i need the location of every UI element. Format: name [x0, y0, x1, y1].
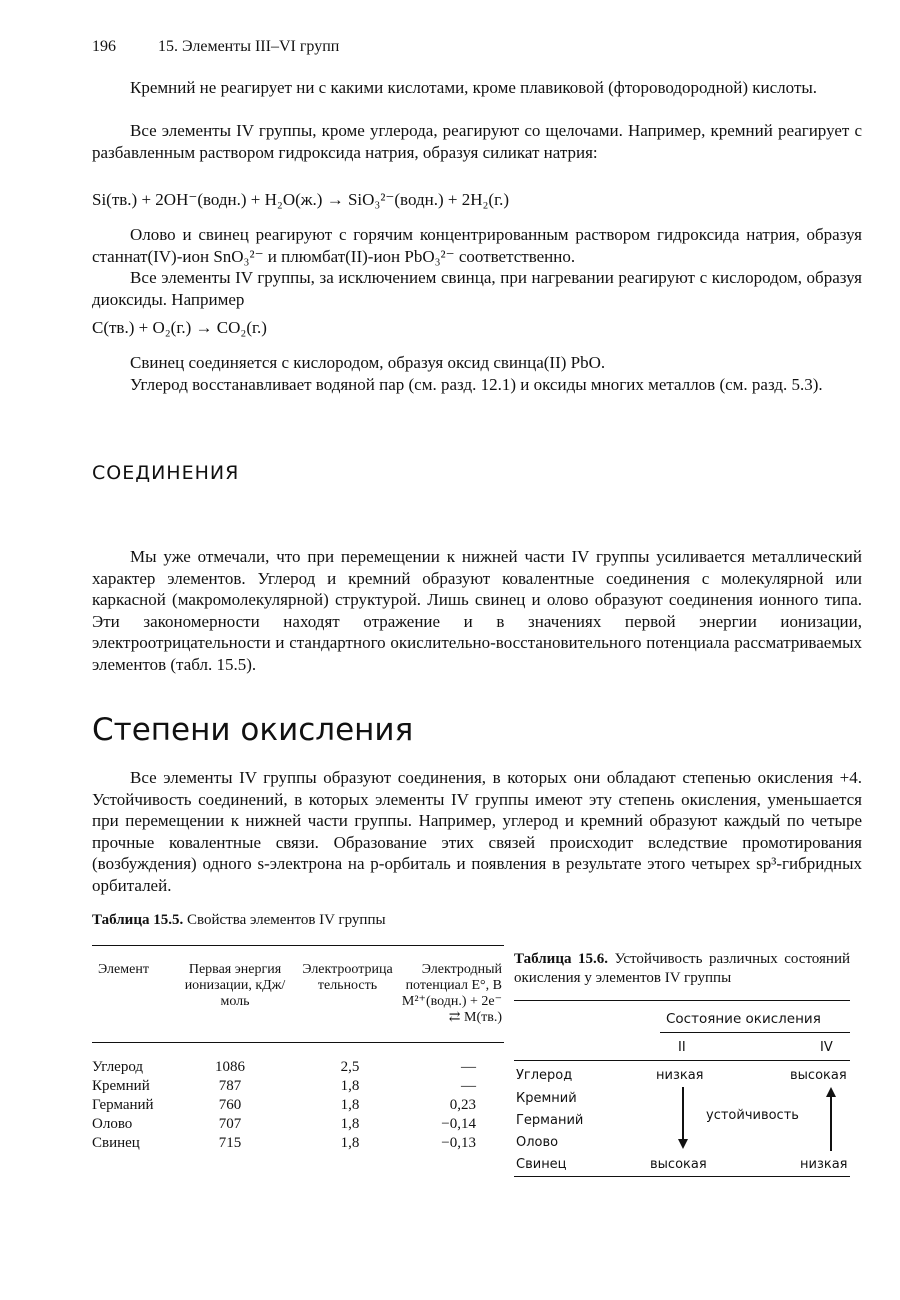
table-15-5-caption [92, 912, 386, 929]
table-row [92, 1059, 143, 1076]
table-row [92, 1135, 140, 1152]
paragraph-4: Все элементы IV группы, за исключением свинца, при нагревании реагируют с кислородом, образуя диоксиды. Например [92, 268, 862, 309]
table-15-6-caption [514, 950, 850, 988]
table-15-5-header-rule [92, 1042, 504, 1043]
table-15-6-bottom-right: низкая [800, 1157, 848, 1172]
running-title: 15. Элементы III–VI групп [158, 38, 340, 55]
table-15-5-header-element: Элемент [98, 962, 149, 977]
table-cell-element: Углерод [92, 1059, 144, 1075]
table-15-6-bottom-left: высокая [650, 1157, 707, 1172]
table-15-5-header-energy: Первая энергия ионизации, кДж/моль [184, 962, 286, 1009]
table-row [92, 1078, 150, 1095]
table-15-6-element: Олово [516, 1135, 559, 1150]
section-heading-oxidation-states: Степени окисления [92, 712, 414, 748]
table-15-6-header-rule [514, 1060, 850, 1061]
table-cell-energy: 760 [218, 1097, 242, 1113]
table-15-6-element: Германий [516, 1113, 584, 1128]
table-cell-element: Германий [92, 1097, 154, 1113]
table-cell-element: Кремний [92, 1078, 150, 1094]
table-15-6-element: Свинец [516, 1157, 567, 1172]
table-cell-element: Олово [92, 1116, 133, 1132]
paragraph-2: Все элементы IV группы, кроме углерода, реагируют со щелочами. Например, кремний реагирует с разбавленным раствором гидроксида натрия, образуя силикат натрия: [92, 121, 862, 162]
table-cell-potential: — [461, 1059, 476, 1075]
section-heading-compounds: СОЕДИНЕНИЯ [92, 462, 240, 484]
table-cell-en: 1,8 [340, 1078, 360, 1094]
table-cell-potential: 0,23 [449, 1097, 476, 1113]
table-cell-energy: 707 [218, 1116, 242, 1132]
table-cell-en: 1,8 [340, 1135, 360, 1151]
table-15-6-label: Таблица 15.6. [514, 951, 609, 967]
table-15-6-state-iv: IV [820, 1040, 833, 1055]
table-15-6-element: Кремний [516, 1091, 577, 1106]
paragraph-6: Углерод восстанавливает водяной пар (см. разд. 12.1) и оксиды многих металлов (см. разд. 5.3). [130, 375, 823, 394]
up-arrow-icon [826, 1087, 836, 1151]
table-cell-en: 2,5 [340, 1059, 360, 1075]
page-number: 196 [92, 38, 116, 55]
table-cell-potential: — [461, 1078, 476, 1094]
table-15-5-label: Таблица 15.5. [92, 912, 184, 928]
equation-1: Si(тв.) + 2OH⁻(водн.) + H₂O(ж.) → SiO₃²⁻(водн.) + 2H₂(г.) [92, 190, 510, 209]
paragraph-8: Все элементы IV группы образуют соединения, в которых они обладают степенью окисления +4. Устойчивость соединений, в которых элементы IV группы имеют эту степень окисления, уменьшается при перемещении к нижней части группы. Например, углерод и кремний образуют каждый по четыре прочные ковалентные связи. Образование этих связей происходит вследствие промотирования (возбуждения) одного s-электрона на p-орбиталь и появления в результате этого четырех sp³-гибридных орбиталей. [92, 768, 862, 895]
table-cell-en: 1,8 [340, 1097, 360, 1113]
table-15-6-top-rule [514, 1000, 850, 1001]
table-15-6-element: Углерод [516, 1068, 573, 1083]
table-15-6-group-header: Состояние окисления [666, 1011, 821, 1027]
table-row [92, 1097, 154, 1114]
table-15-6-group-rule [660, 1032, 850, 1033]
table-15-5-header-potential: Электродный потенциал E°, В M²⁺(водн.) + 2e⁻ ⇄ M(тв.) [401, 962, 502, 1025]
table-cell-potential: −0,14 [441, 1116, 476, 1132]
table-15-5-title: Свойства элементов IV группы [186, 912, 386, 928]
table-cell-energy: 787 [218, 1078, 242, 1094]
table-cell-energy: 715 [218, 1135, 242, 1151]
table-row [92, 1116, 132, 1133]
table-15-5-header-en: Электроотрицательность [302, 962, 393, 993]
paragraph-5: Свинец соединяется с кислородом, образуя оксид свинца(II) PbO. [130, 353, 606, 372]
table-cell-energy: 1086 [215, 1059, 245, 1075]
equation-2: C(тв.) + O₂(г.) → CO₂(г.) [92, 318, 267, 337]
table-cell-element: Свинец [92, 1135, 140, 1151]
down-arrow-icon [678, 1087, 688, 1149]
paragraph-7: Мы уже отмечали, что при перемещении к нижней части IV группы усиливается металлический характер элементов. Углерод и кремний образуют ковалентные соединения с молекулярной или каркасной (макромолекулярной) структурой. Лишь свинец и олово образуют соединения ионного типа. Эти закономерности находят отражение и в значениях первой энергии ионизации, электроотрицательности и стандартного окислительно-восстановительного потенциала рассматриваемых элементов (табл. 15.5). [92, 547, 862, 674]
table-cell-en: 1,8 [340, 1116, 360, 1132]
table-15-6-title: Устойчивость различных состояний окисления у элементов IV группы [514, 951, 851, 986]
table-15-6-bottom-rule [514, 1176, 850, 1177]
table-15-6-middle: устойчивость [706, 1108, 799, 1123]
table-15-5-top-rule [92, 945, 504, 946]
table-15-6-state-ii: II [678, 1040, 686, 1055]
table-cell-potential: −0,13 [441, 1135, 476, 1151]
paragraph-1: Кремний не реагирует ни с какими кислотами, кроме плавиковой (фтороводородной) кислоты. [130, 78, 818, 97]
table-15-6-top-right: высокая [790, 1068, 847, 1083]
paragraph-3: Олово и свинец реагируют с горячим концентрированным раствором гидроксида натрия, образуя станнат(IV)-ион SnO₃²⁻ и плюмбат(II)-ион PbO₃²⁻ соответственно. [92, 225, 862, 266]
table-15-6-top-left: низкая [656, 1068, 704, 1083]
stability-arrows [670, 1083, 840, 1153]
